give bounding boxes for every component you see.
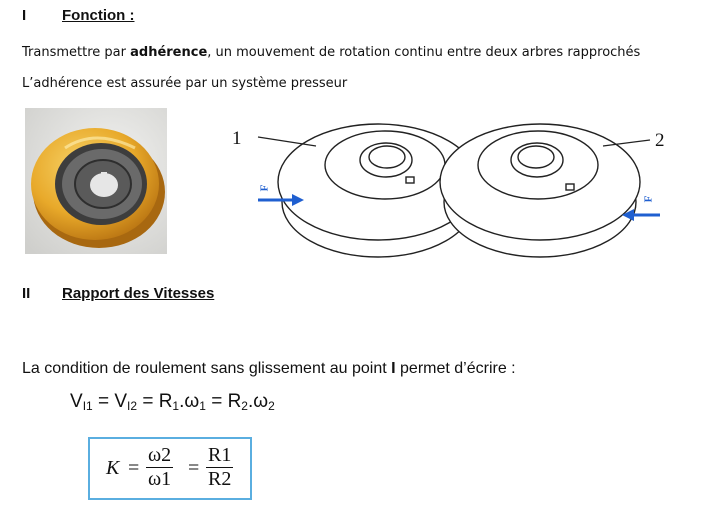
ratio-k: K: [106, 457, 120, 479]
function-paragraph-2: L’adhérence est assurée par un système presseur: [22, 76, 348, 91]
paragraph-text: , un mouvement de rotation continu entre deux arbres rapprochés: [207, 45, 641, 60]
omega-numerator: ω2: [148, 444, 172, 466]
velocity-equation: [70, 391, 275, 413]
eq-subscript: 2: [268, 399, 275, 413]
ratio-formula-box: [88, 437, 252, 500]
wheel-2-label: 2: [655, 130, 665, 151]
friction-wheels-diagram: [230, 120, 680, 262]
wheel-1-label: 1: [232, 128, 242, 149]
eq-part: = R: [137, 391, 173, 412]
section-title: Rapport des Vitesses: [62, 285, 215, 302]
omega-denominator: ω1: [148, 468, 172, 490]
paragraph-text: Transmettre par: [22, 45, 131, 60]
paragraph-bold: adhérence: [130, 45, 208, 60]
eq-subscript: I2: [127, 399, 138, 413]
force-label-right: F: [642, 195, 655, 203]
eq-part: .ω: [247, 391, 269, 412]
condition-text: La condition de roulement sans glissement au point: [22, 360, 392, 377]
friction-wheel-photo: [25, 108, 167, 254]
omega-fraction: [146, 444, 173, 491]
eq-part: .ω: [179, 391, 200, 412]
radius-numerator: R1: [208, 444, 232, 466]
radius-denominator: R2: [208, 468, 232, 490]
equals-sign: =: [188, 457, 200, 479]
eq-part: = R: [205, 391, 242, 412]
eq-part: = V: [92, 391, 128, 412]
condition-sentence: [22, 360, 516, 378]
eq-subscript: 2: [241, 399, 248, 413]
force-label-left: F: [258, 184, 271, 192]
function-paragraph: [22, 45, 640, 60]
section-number: II: [22, 285, 31, 302]
eq-subscript: 1: [199, 399, 206, 413]
section-number: I: [22, 7, 27, 24]
eq-subscript: I1: [82, 399, 93, 413]
eq-part: V: [70, 391, 83, 412]
point-label: I: [391, 360, 396, 377]
equals-sign: =: [128, 457, 140, 479]
condition-text: permet d’écrire :: [395, 360, 516, 377]
section-title: Fonction :: [62, 7, 135, 24]
radius-fraction: [206, 444, 233, 491]
eq-subscript: 1: [172, 399, 180, 413]
